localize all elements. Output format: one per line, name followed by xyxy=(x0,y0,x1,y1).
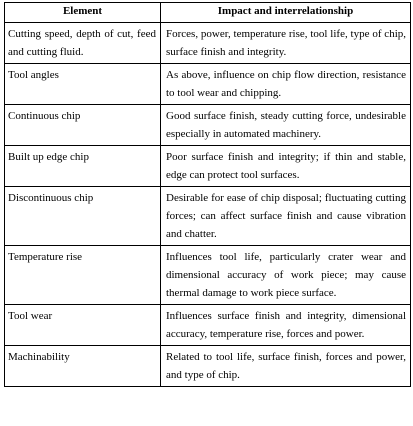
impact-cell: Forces, power, temperature rise, tool life, type of chip, surface finish and integrity. xyxy=(161,23,411,64)
element-cell: Built up edge chip xyxy=(5,146,161,187)
element-cell: Tool wear xyxy=(5,305,161,346)
impact-table xyxy=(4,2,411,387)
table-row xyxy=(5,23,411,64)
impact-cell: Related to tool life, surface finish, forces and power, and type of chip. xyxy=(161,346,411,387)
table-row xyxy=(5,187,411,246)
table-row xyxy=(5,64,411,105)
table-row xyxy=(5,146,411,187)
column-header-impact: Impact and interrelationship xyxy=(161,3,411,23)
table-row xyxy=(5,305,411,346)
header-row xyxy=(5,3,411,23)
impact-cell: As above, influence on chip flow direction, resistance to tool wear and chipping. xyxy=(161,64,411,105)
table-row xyxy=(5,105,411,146)
table-row xyxy=(5,346,411,387)
element-cell: Continuous chip xyxy=(5,105,161,146)
table-header xyxy=(5,3,411,23)
column-header-element: Element xyxy=(5,3,161,23)
element-cell: Discontinuous chip xyxy=(5,187,161,246)
table-body xyxy=(5,23,411,387)
element-cell: Cutting speed, depth of cut, feed and cutting fluid. xyxy=(5,23,161,64)
impact-cell: Influences surface finish and integrity, dimensional accuracy, temperature rise, forces and power. xyxy=(161,305,411,346)
table-row xyxy=(5,246,411,305)
impact-cell: Good surface finish, steady cutting force, undesirable especially in automated machinery. xyxy=(161,105,411,146)
impact-cell: Desirable for ease of chip disposal; fluctuating cutting forces; can affect surface finish and cause vibration and chatter. xyxy=(161,187,411,246)
impact-cell: Poor surface finish and integrity; if thin and stable, edge can protect tool surfaces. xyxy=(161,146,411,187)
impact-cell: Influences tool life, particularly crater wear and dimensional accuracy of work piece; may cause thermal damage to work piece surface. xyxy=(161,246,411,305)
element-cell: Machinability xyxy=(5,346,161,387)
element-cell: Tool angles xyxy=(5,64,161,105)
element-cell: Temperature rise xyxy=(5,246,161,305)
